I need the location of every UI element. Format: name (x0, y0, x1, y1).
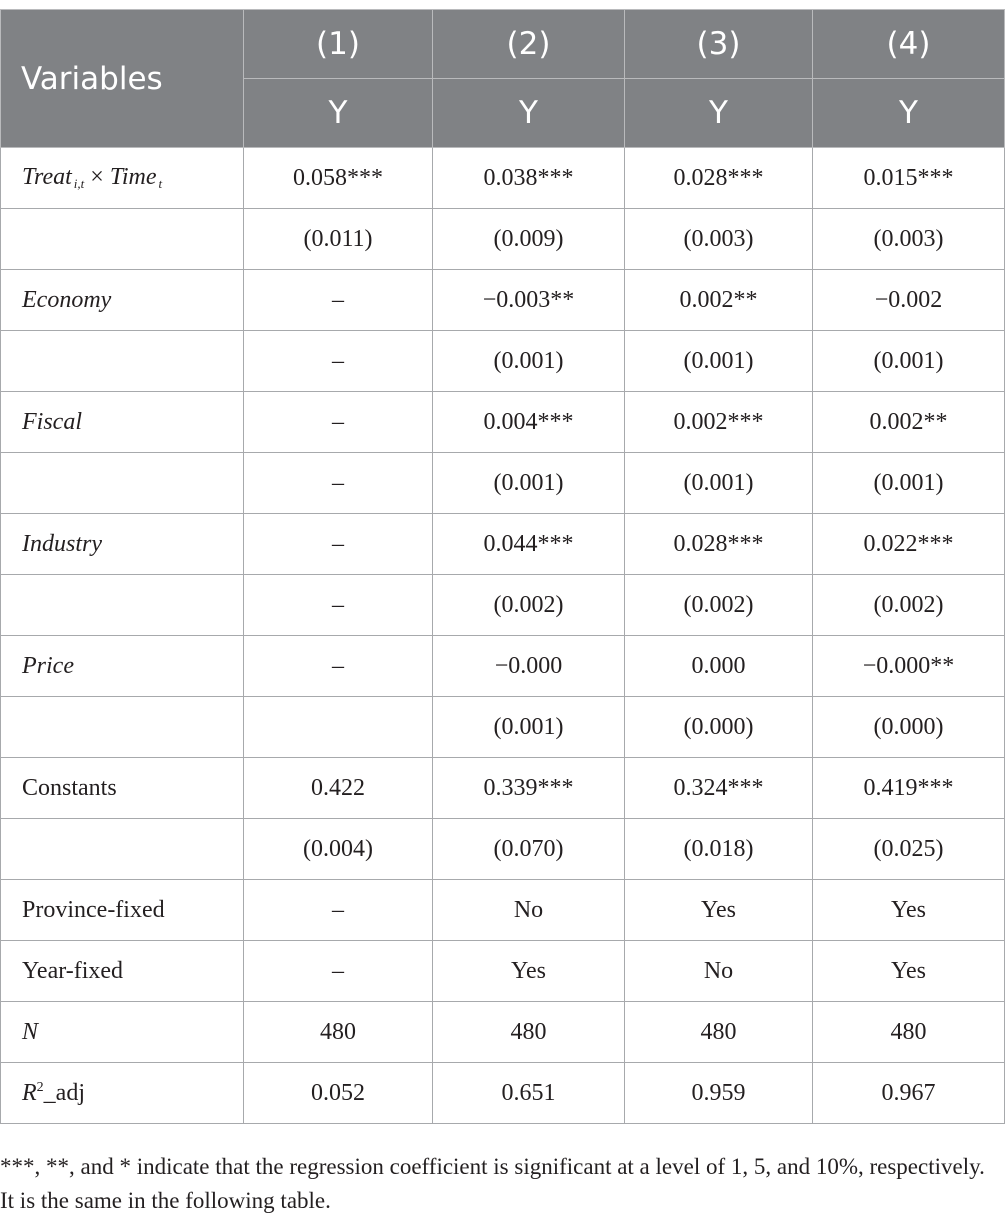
cell: 0.651 (433, 1063, 625, 1124)
row-label: Industry (1, 514, 244, 575)
table-row (1, 1002, 1005, 1063)
times-symbol: × (90, 164, 104, 190)
row-label (1, 575, 244, 636)
header-model-1: (1) (244, 10, 433, 79)
cell: 480 (625, 1002, 813, 1063)
table-row (1, 697, 1005, 758)
table-row (1, 148, 1005, 209)
cell: (0.001) (433, 697, 625, 758)
cell: 0.022*** (813, 514, 1005, 575)
cell: Yes (813, 941, 1005, 1002)
table-row (1, 941, 1005, 1002)
cell: 0.002** (625, 270, 813, 331)
table-row (1, 758, 1005, 819)
cell: – (244, 270, 433, 331)
cell: (0.002) (813, 575, 1005, 636)
row-label: Year-fixed (1, 941, 244, 1002)
row-label-treat-time (1, 148, 244, 209)
cell: 480 (244, 1002, 433, 1063)
cell: 0.002** (813, 392, 1005, 453)
table-row (1, 880, 1005, 941)
cell (244, 697, 433, 758)
cell: (0.002) (625, 575, 813, 636)
cell: – (244, 453, 433, 514)
treat-text: Treat (22, 164, 72, 190)
cell: 0.967 (813, 1063, 1005, 1124)
cell: 0.004*** (433, 392, 625, 453)
table-header (1, 10, 1005, 148)
cell: (0.000) (813, 697, 1005, 758)
cell: (0.002) (433, 575, 625, 636)
cell: 0.044*** (433, 514, 625, 575)
table-row (1, 575, 1005, 636)
cell: (0.004) (244, 819, 433, 880)
cell: No (433, 880, 625, 941)
row-label: Constants (1, 758, 244, 819)
cell: (0.001) (625, 331, 813, 392)
cell: – (244, 514, 433, 575)
cell: (0.025) (813, 819, 1005, 880)
row-label: N (1, 1002, 244, 1063)
cell: 0.422 (244, 758, 433, 819)
row-label: Province-fixed (1, 880, 244, 941)
table-footnote: ***, **, and * indicate that the regression coefficient is significant at a level of 1, 5, and 10%, respectively. It is the same in the following table. (0, 1154, 985, 1213)
cell: (0.001) (433, 453, 625, 514)
r2-suffix: _adj (43, 1079, 85, 1106)
header-depvar-1: Y (244, 79, 433, 148)
cell: (0.009) (433, 209, 625, 270)
cell: 0.000 (625, 636, 813, 697)
table-row (1, 1063, 1005, 1124)
cell: −0.000** (813, 636, 1005, 697)
cell: (0.018) (625, 819, 813, 880)
cell: (0.003) (625, 209, 813, 270)
row-label (1, 453, 244, 514)
cell: – (244, 575, 433, 636)
cell: Yes (433, 941, 625, 1002)
row-label (1, 697, 244, 758)
time-text: Time (109, 164, 157, 190)
cell: (0.070) (433, 819, 625, 880)
row-label (1, 819, 244, 880)
cell: Yes (813, 880, 1005, 941)
cell: 0.419*** (813, 758, 1005, 819)
cell: 0.028*** (625, 148, 813, 209)
cell: (0.001) (625, 453, 813, 514)
cell: −0.003** (433, 270, 625, 331)
header-model-4: (4) (813, 10, 1005, 79)
cell: – (244, 880, 433, 941)
table-row (1, 636, 1005, 697)
header-row-models (1, 10, 1005, 79)
table-row (1, 331, 1005, 392)
row-label: Economy (1, 270, 244, 331)
cell: 0.058*** (244, 148, 433, 209)
row-label (1, 331, 244, 392)
cell: (0.000) (625, 697, 813, 758)
cell: 480 (433, 1002, 625, 1063)
cell: −0.000 (433, 636, 625, 697)
header-model-2: (2) (433, 10, 625, 79)
cell: (0.003) (813, 209, 1005, 270)
header-depvar-3: Y (625, 79, 813, 148)
cell: 0.015*** (813, 148, 1005, 209)
r2-r-text: R (22, 1079, 37, 1106)
treat-subscript: i,t (73, 176, 85, 191)
cell: 480 (813, 1002, 1005, 1063)
cell: 0.339*** (433, 758, 625, 819)
cell: (0.001) (433, 331, 625, 392)
table-row (1, 209, 1005, 270)
cell: (0.011) (244, 209, 433, 270)
cell: (0.001) (813, 331, 1005, 392)
cell: – (244, 636, 433, 697)
cell: 0.002*** (625, 392, 813, 453)
header-variables: Variables (1, 10, 244, 148)
header-depvar-2: Y (433, 79, 625, 148)
table-row (1, 819, 1005, 880)
cell: −0.002 (813, 270, 1005, 331)
cell: – (244, 941, 433, 1002)
regression-table (0, 9, 1005, 1124)
header-depvar-4: Y (813, 79, 1005, 148)
row-label-r2-adj (1, 1063, 244, 1124)
cell: – (244, 331, 433, 392)
cell: 0.324*** (625, 758, 813, 819)
cell: Yes (625, 880, 813, 941)
row-label: Price (1, 636, 244, 697)
table-row (1, 270, 1005, 331)
header-model-3: (3) (625, 10, 813, 79)
cell: – (244, 392, 433, 453)
cell: 0.028*** (625, 514, 813, 575)
cell: 0.038*** (433, 148, 625, 209)
time-subscript: t (158, 176, 163, 191)
table-row (1, 514, 1005, 575)
row-label: Fiscal (1, 392, 244, 453)
cell: 0.052 (244, 1063, 433, 1124)
r2-superscript: 2 (36, 1079, 44, 1095)
regression-table-container (0, 9, 1005, 1124)
cell: (0.001) (813, 453, 1005, 514)
table-row (1, 392, 1005, 453)
table-row (1, 453, 1005, 514)
cell: 0.959 (625, 1063, 813, 1124)
table-body (1, 148, 1005, 1124)
cell: No (625, 941, 813, 1002)
row-label (1, 209, 244, 270)
